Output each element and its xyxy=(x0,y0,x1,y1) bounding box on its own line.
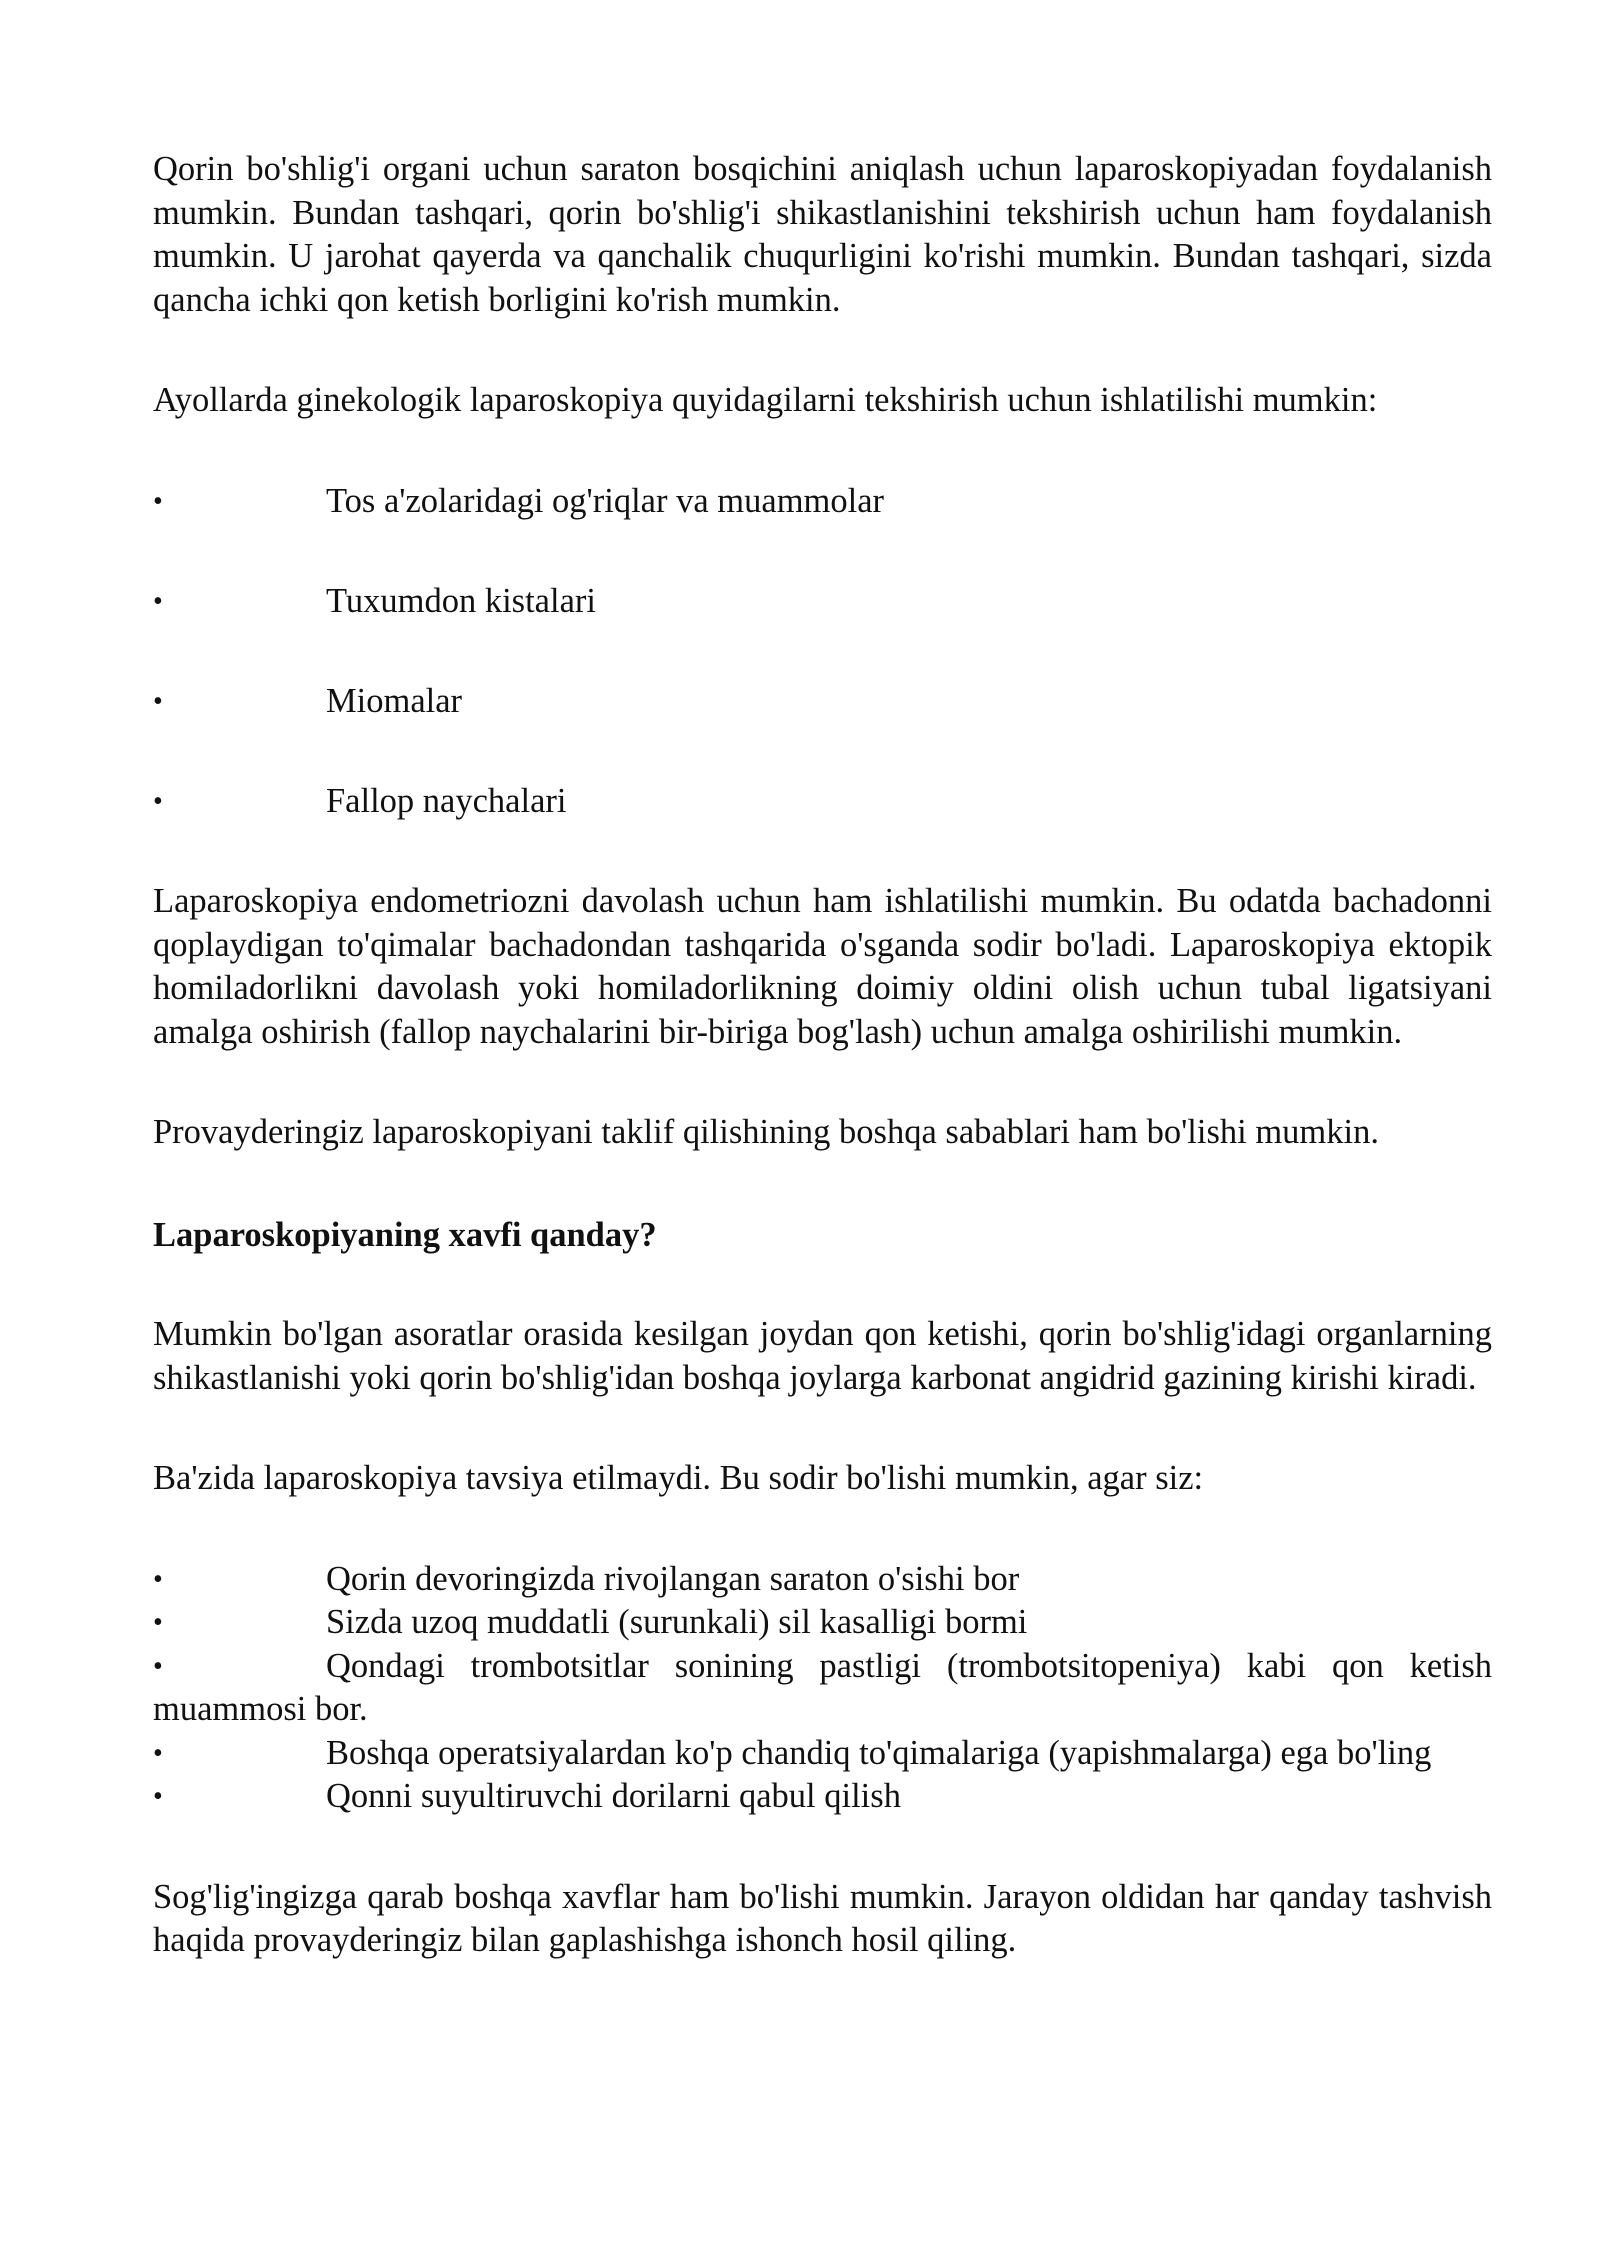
list-item xyxy=(153,680,1492,724)
list-item-text: Fallop naychalari xyxy=(326,781,567,820)
risks-heading: Laparoskopiyaning xavfi qanday? xyxy=(153,1215,657,1254)
list-item-text: Miomalar xyxy=(326,681,463,720)
list-item-text: Qorin devoringizda rivojlangan saraton o'sishi bor xyxy=(326,1559,1020,1598)
closing-paragraph: Sog'lig'ingizga qarab boshqa xavflar ham bo'lishi mumkin. Jarayon oldidan har qanday tashvish haqida provayderingiz bilan gaplashishga ishonch hosil qiling. xyxy=(153,1877,1492,1959)
bullet-icon: • xyxy=(153,585,163,617)
list-item xyxy=(153,1732,1492,1776)
other-reasons-paragraph: Provayderingiz laparoskopiyani taklif qilishining boshqa sabablari ham bo'lishi mumkin. xyxy=(153,1113,1379,1151)
list-item-text: Qondagi trombotsitlar sonining pastligi (trombotsitopeniya) kabi qon ketish muammosi bor. xyxy=(153,1646,1492,1728)
risks-paragraph: Mumkin bo'lgan asoratlar orasida kesilgan joydan qon ketishi, qorin bo'shlig'idagi organlarning shikastlanishi yoki qorin bo'shlig'idan boshqa joylarga karbonat angidrid gazining kirishi kiradi. xyxy=(153,1315,1492,1397)
not-recommended-intro: Ba'zida laparoskopiya tavsiya etilmaydi. Bu sodir bo'lishi mumkin, agar siz: xyxy=(153,1459,1204,1497)
list-item xyxy=(153,1601,1492,1645)
list-item xyxy=(153,1558,1492,1602)
gyn-intro: Ayollarda ginekologik laparoskopiya quyidagilarni tekshirish uchun ishlatilishi mumkin: xyxy=(153,381,1378,419)
gyn-list xyxy=(153,480,1492,824)
bullet-icon: • xyxy=(153,1781,163,1812)
not-recommended-list xyxy=(153,1558,1492,1819)
list-item xyxy=(153,780,1492,824)
list-item-text: Tos a'zolaridagi og'riqlar va muammolar xyxy=(326,481,884,520)
bullet-icon: • xyxy=(153,1563,163,1595)
list-item xyxy=(153,1645,1492,1732)
bullet-icon: • xyxy=(153,685,163,717)
bullet-icon: • xyxy=(153,485,163,517)
list-item-text: Sizda uzoq muddatli (surunkali) sil kasalligi bormi xyxy=(326,1603,1028,1641)
list-item-text: Boshqa operatsiyalardan ko'p chandiq to'qimalariga (yapishmalarga) ega bo'ling xyxy=(326,1733,1432,1772)
list-item xyxy=(153,580,1492,624)
bullet-icon: • xyxy=(153,1737,163,1769)
list-item-text: Tuxumdon kistalari xyxy=(326,581,596,620)
bullet-icon: • xyxy=(153,785,163,817)
bullet-icon: • xyxy=(153,1650,163,1682)
endometriosis-paragraph: Laparoskopiya endometriozni davolash uchun ham ishlatilishi mumkin. Bu odatda bachadonni qoplaydigan to'qimalar bachadondan tashqarida o'sganda sodir bo'ladi. Laparoskopiya ektopik homiladorlikni davolash yoki homiladorlikning doimiy oldini olish uchun tubal ligatsiyani amalga oshirish (fallop naychalarini bir-biriga bog'lash) uchun amalga oshirilishi mumkin. xyxy=(153,882,1492,1051)
list-item xyxy=(153,1775,1492,1819)
bullet-icon: • xyxy=(153,1607,163,1638)
list-item xyxy=(153,480,1492,524)
intro-paragraph: Qorin bo'shlig'i organi uchun saraton bosqichini aniqlash uchun laparoskopiyadan foydalanish mumkin. Bundan tashqari, qorin bo'shlig'i shikastlanishini tekshirish uchun ham foydalanish mumkin. U jarohat qayerda va qanchalik chuqurligini ko'rishi mumkin. Bundan tashqari, sizda qancha ichki qon ketish borligini ko'rish mumkin. xyxy=(153,150,1492,319)
list-item-text: Qonni suyultiruvchi dorilarni qabul qilish xyxy=(326,1777,901,1815)
